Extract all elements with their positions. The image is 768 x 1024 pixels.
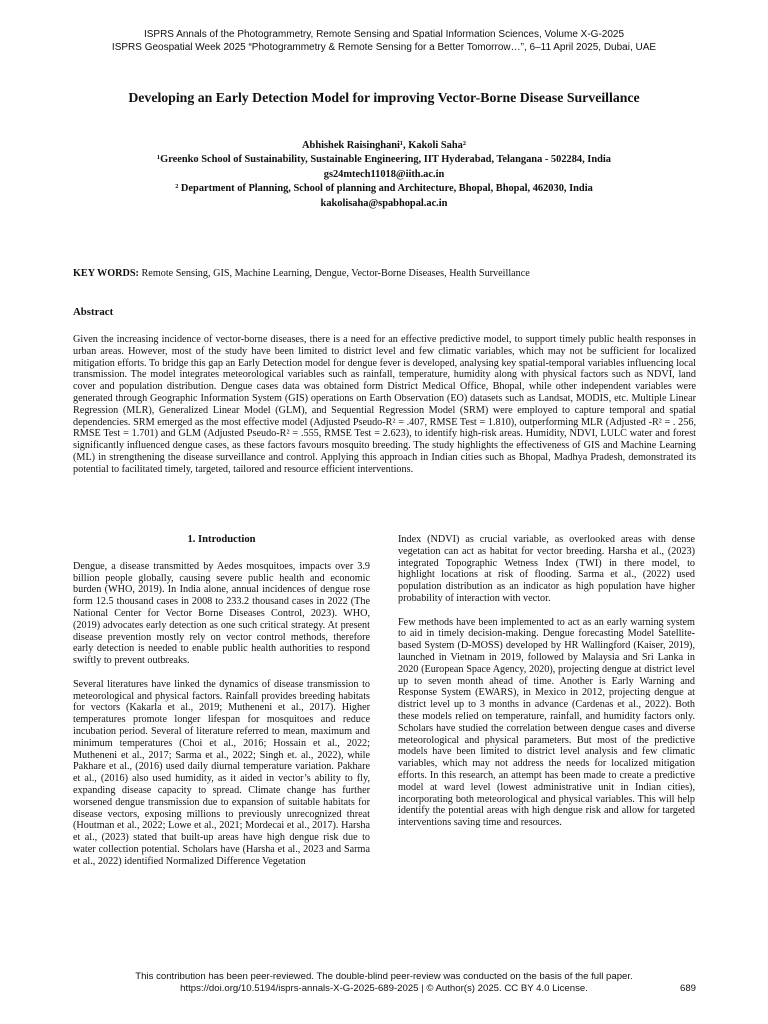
keywords xyxy=(73,268,703,279)
email-2: kakolisaha@spabhopal.ac.in xyxy=(320,197,448,209)
page-number: 689 xyxy=(679,983,696,994)
keywords-text: Remote Sensing, GIS, Machine Learning, Dengue, Vector-Borne Diseases, Health Surveillance xyxy=(138,268,530,279)
page-footer xyxy=(0,971,768,995)
right-column xyxy=(398,534,695,841)
paper-title: Developing an Early Detection Model for improving Vector-Borne Disease Surveillance xyxy=(128,90,640,105)
section-heading-introduction: 1. Introduction xyxy=(187,534,256,545)
intro-paragraph-2: Several literatures have linked the dynamics of disease transmission to meteorological and physical factors. Rainfall provides breeding habitats for vectors (Kakarla et al., 2019; Mutheneni et al., 2017). Higher temperatures promote longer lifespan for mosquitoes and reduce incubation period. Several of literature referred to mean, maximum and minimum temperatures (Choi et al., 2016; Hossain et al., 2022; Mutheneni et al., 2017; Sarma et al., 2022; Singh et. al., 2022), while Pakhare et al., (2016) used daily diurnal temperature variation. Pakhare et al., (2016) also used humidity, as it aided in vector’s ability to fly, expanding disease capacity to spread. Climate change has further worsened dengue transmission due to expansion of suitable habitats for disease vectors, exposing millions to previously unrecognized threat (Houtman et al., 2022; Lowe et al., 2021; Mordecai et al., 2017). Harsha et al., (2023) stated that built-up areas have high dengue risk due to water collection potential. Scholars have (Harsha et al., 2023 and Sarma et al., 2022) identified Normalized Difference Vegetation xyxy=(73,678,370,867)
intro-paragraph-3: Index (NDVI) as crucial variable, as overlooked areas with dense vegetation can act as habitat for vector breeding. Harsha et al., (2023) integrated Topographic Wetness Index (TWI) in there model, to highlight locations at risk of flooding. Sarma et al., (2022) used population distribution as an indicator as high population have higher probability of interaction with vector. xyxy=(398,534,695,604)
left-column xyxy=(73,534,370,879)
affiliation-1: ¹Greenko School of Sustainability, Sustainable Engineering, IIT Hyderabad, Telangana - 502284, India xyxy=(157,154,611,166)
footer-doi-license: https://doi.org/10.5194/isprs-annals-X-G-2025-689-2025 | © Author(s) 2025. CC BY 4.0 License. xyxy=(180,983,588,995)
keywords-label: KEY WORDS: xyxy=(73,268,139,279)
running-header xyxy=(0,28,768,54)
abstract-text: Given the increasing incidence of vector-borne diseases, there is a need for an effective predictive model, to support timely public health responses in urban areas. However, most of the study have been limited to district level and few climatic variables, which may not be sufficient for localized mitigation efforts. To bridge this gap an Early Detection model for dengue fever is developed, analysing key spatial-temporal variables influencing local transmission. The model integrates meteorological variables such as rainfall, temperature, humidity along with physical factors such as NDVI, land cover and population distribution. Dengue cases data was obtained form District Medical Office, Bhopal, while other independent variables were generated through Geographic Information System (GIS) operations on Earth Observation (EO) datasets such as Landsat, MODIS, etc. Multiple Linear Regression (MLR), Generalized Linear Model (GLM), and Sequential Regression Model (SRM) were employed to capture temporal and spatial dependencies. SRM emerged as the most effective model (Adjusted Pseudo-R² = .407, RMSE Test = 1.810), outperforming MLR (Adjusted -R² = . 256, RMSE Test = 1.701) and GLM (Adjusted Pseudo-R² = .555, RMSE Test = 2.623), to identify high-risk areas. Humidity, NDVI, LULC water and forest significantly influenced dengue cases, as these factors favours mosquito breeding. The study highlights the effectiveness of GIS and Machine Learning (ML) in strengthening the disease surveillance and control. Applying this approach in Indian cities such as Bhopal, Madhya Pradesh, demonstrated its potential to facilitated timely, targeted, tailored and resource efficient interventions. xyxy=(73,334,696,475)
email-1: gs24mtech11018@iith.ac.in xyxy=(323,168,445,180)
abstract-heading: Abstract xyxy=(73,306,114,318)
affiliation-2: ² Department of Planning, School of planning and Architecture, Bhopal, Bhopal, 462030, India xyxy=(175,183,593,195)
author-names: Abhishek Raisinghani¹, Kakoli Saha² xyxy=(302,140,466,151)
header-journal-line: ISPRS Annals of the Photogrammetry, Remote Sensing and Spatial Information Sciences, Volume X-G-2025 xyxy=(143,29,625,40)
intro-paragraph-1: Dengue, a disease transmitted by Aedes mosquitoes, impacts over 3.9 billion people globally, causing severe public health and economic burden (WHO, 2019). In India alone, annual incidences of dengue rose form 12.5 thousand cases in 2008 to 233.2 thousand cases in 2022 (The National Center for Vector Borne Diseases Control, 2023). WHO, (2019) advocates early detection as one such critical strategy. At present disease prevention mostly rely on vector control methods, therefore early detection is needed to enable public health authorities to respond swiftly to prevent outbreaks. xyxy=(73,560,370,667)
intro-paragraph-4: Few methods have been implemented to act as an early warning system to aid in timely decision-making. Dengue forecasting Model Satellite-based System (D-MOSS) developed by HR Wallingford (Kaiser, 2019), launched in Vietnam in 2019, followed by Malaysia and Sri Lanka in 2020 (European Space Agency, 2020), projecting dengue at district level up to seven month ahead of time. Another is Early Warning and Response System (EWARS), in Mexico in 2012, projecting dengue at district level up to 3 months in advance (Cardenas et al., 2022). Both these models relied on temperature, rainfall, and humidity factors only. Scholars have studied the correlation between dengue cases and diverse meteorological and physical parameters. But most of the predictive models have been limited to district level analysis and few climatic variables, which may not address the needs for localized mitigation efforts. In this research, an attempt has been made to create a predictive model at ward level (lowest administrative unit in Indian cities), incorporating both meteorological and physical variables. This will help identify the potential areas with high dengue risk and allow for targeted interventions saving time and resources. xyxy=(398,616,695,829)
header-event-line: ISPRS Geospatial Week 2025 “Photogrammetry & Remote Sensing for a Better Tomorrow…”, 6–11 April 2025, Dubai, UAE xyxy=(111,42,657,53)
footer-peer-review-note: This contribution has been peer-reviewed. The double-blind peer-review was conducted on the basis of the full paper. xyxy=(135,971,633,982)
author-block xyxy=(40,139,728,211)
